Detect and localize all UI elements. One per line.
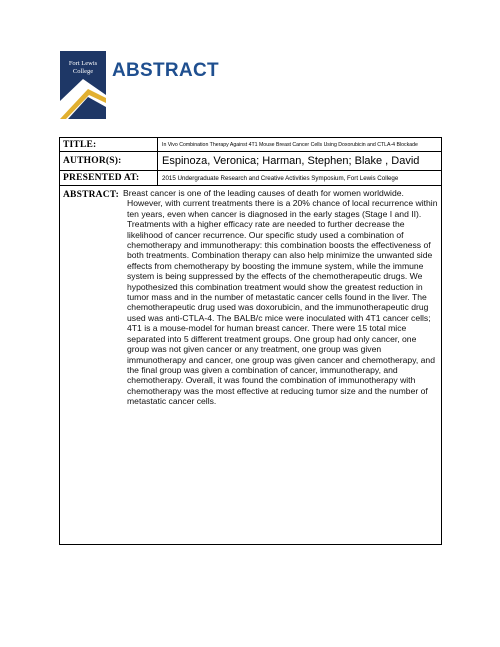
abstract-label: ABSTRACT:	[63, 190, 119, 200]
presented-row	[60, 171, 441, 186]
abstract-text: Breast cancer is one of the leading causes of death for women worldwide. However, with current treatments there is a 20% chance of local recurrence within ten years, even when cancer is diagnosed in the early stages (Stage I and II). Treatments with a higher efficacy rate are needed to further decrease the likelihood of cancer recurrence. Our specific study used a combination of chemotherapy and immunotherapy: this combination boosts the effectiveness of both treatments. Combination therapy can also help minimize the unwanted side effects from chemotherapy by boosting the immune system, while the immune system is being suppressed by the effects of the chemotherapeutic drugs. We hypothesized this combination treatment would show the greatest reduction in tumor mass and in the number of metastatic cancer cells found in the liver. The chemotherapeutic drug used was doxorubicin, and the immunotherapeutic drug used was anti-CTLA-4. The BALB/c mice were inoculated with 4T1 cancer cells; 4T1 is a mouse-model for human breast cancer. There were 15 total mice separated into 5 different treatment groups. One group had only cancer, one group was not given cancer or any treatment, one group was given immunotherapy and cancer, one group was given cancer and chemotherapy, and the final group was given a combination of cancer, immunotherapy, and chemotherapy. Overall, it was found the combination of immunotherapy with chemotherapy was the most effective at reducing tumor size and the number of metastatic cancer cells.	[123, 188, 438, 407]
logo-line-2: College	[72, 68, 94, 75]
author-row	[60, 152, 441, 171]
logo-line-1: Fort Lewis	[68, 60, 98, 67]
presented-label: PRESENTED AT:	[60, 171, 158, 185]
page-heading: ABSTRACT	[112, 60, 219, 81]
college-logo	[60, 51, 106, 119]
author-label: AUTHOR(S):	[60, 152, 158, 170]
author-value: Espinoza, Veronica; Harman, Stephen; Blake , David	[162, 155, 420, 167]
title-row	[60, 138, 441, 152]
title-label: TITLE:	[60, 138, 158, 151]
abstract-form	[59, 137, 442, 545]
title-value: In Vivo Combination Therapy Against 4T1 Mouse Breast Cancer Cells Using Doxorubicin and CTLA-4 Blockade	[162, 141, 418, 148]
presented-value: 2015 Undergraduate Research and Creative Activities Symposium, Fort Lewis College	[162, 174, 399, 182]
